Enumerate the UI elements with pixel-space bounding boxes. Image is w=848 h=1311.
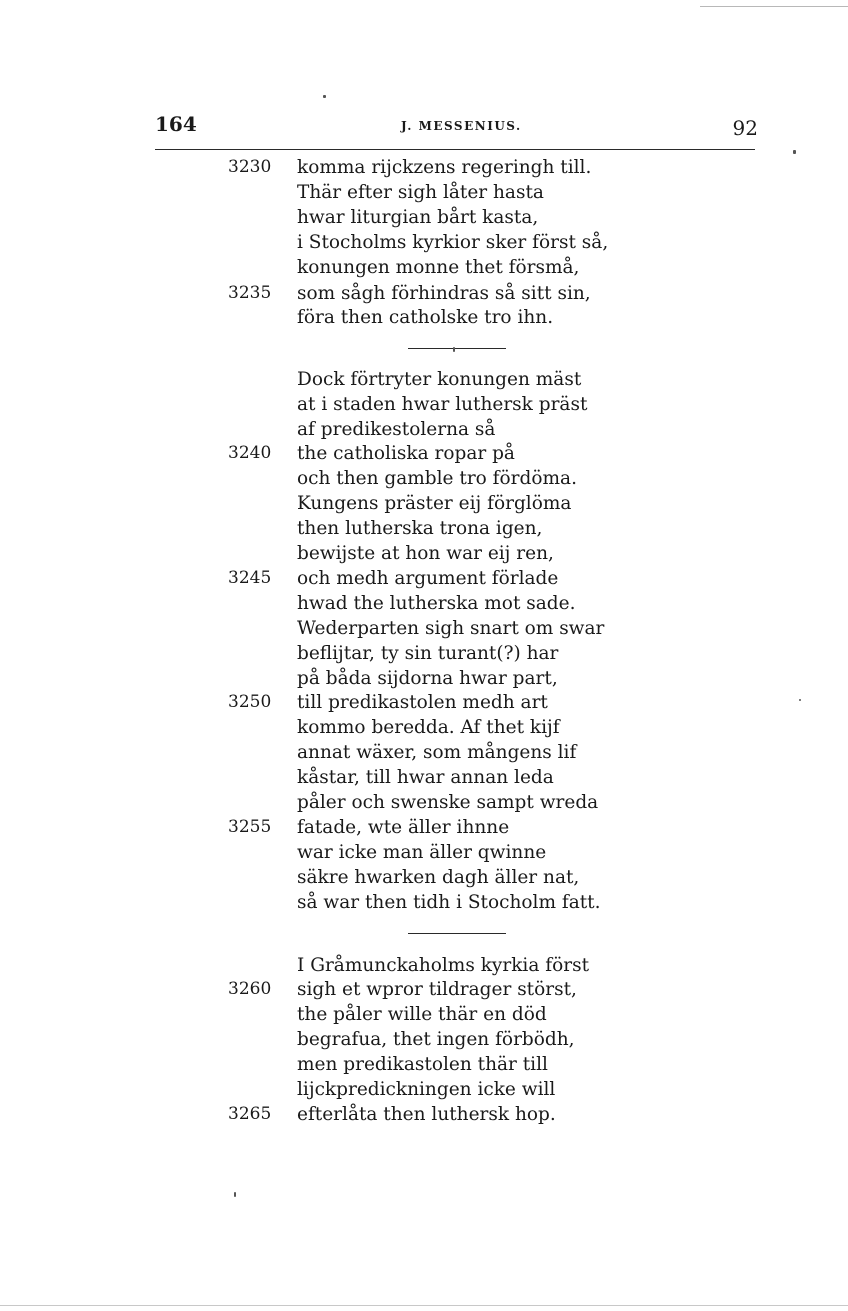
- verse-text: beflijtar, ty sin turant(?) har: [297, 643, 559, 664]
- section-divider: [408, 933, 506, 934]
- verse-line: [0, 666, 848, 691]
- verse-text: af predikestolerna så: [297, 419, 496, 440]
- verse-text: föra then catholske tro ihn.: [297, 307, 554, 328]
- line-number: 3255: [228, 817, 272, 837]
- verse-line: [0, 715, 848, 740]
- verse-text: påler och swenske sampt wreda: [297, 792, 599, 813]
- verse-text: annat wäxer, som mångens lif: [297, 742, 577, 763]
- verse-line: [0, 765, 848, 790]
- line-number: 3230: [228, 157, 272, 177]
- verse-text: Wederparten sigh snart om swar: [297, 618, 605, 639]
- verse-text: säkre hwarken dagh äller nat,: [297, 867, 580, 888]
- verse-line: [0, 417, 848, 442]
- verse-line: [0, 491, 848, 516]
- header-rule: [155, 149, 755, 150]
- line-number: 3250: [228, 692, 272, 712]
- verse-line: [0, 281, 848, 306]
- page-number: 164: [155, 112, 197, 136]
- verse-text: at i staden hwar luthersk präst: [297, 394, 588, 415]
- verse-text: som sågh förhindras så sitt sin,: [297, 283, 591, 304]
- verse-text: then lutherska trona igen,: [297, 518, 543, 539]
- verse-line: [0, 466, 848, 491]
- verse-line: [0, 591, 848, 616]
- verse-text: så war then tidh i Stocholm fatt.: [297, 892, 601, 913]
- verse-line: [0, 865, 848, 890]
- verse-text: the catholiska ropar på: [297, 443, 515, 464]
- verse-line: [0, 690, 848, 715]
- verse-line: [0, 977, 848, 1002]
- verse-text: Thär efter sigh låter hasta: [297, 182, 544, 203]
- scan-speck: [323, 95, 326, 98]
- verse-line: [0, 516, 848, 541]
- verse-line: [0, 616, 848, 641]
- verse-text: kåstar, till hwar annan leda: [297, 767, 554, 788]
- verse-text: Dock förtryter konungen mäst: [297, 369, 582, 390]
- verse-text: fatade, wte äller ihnne: [297, 817, 510, 838]
- line-number: 3245: [228, 568, 272, 588]
- scan-edge-bottom: [0, 1305, 848, 1306]
- verse-line: [0, 1102, 848, 1127]
- verse-text: the påler wille thär en död: [297, 1004, 547, 1025]
- line-number: 3260: [228, 979, 272, 999]
- line-number: 3265: [228, 1104, 272, 1124]
- verse-text: efterlåta then luthersk hop.: [297, 1104, 556, 1125]
- scan-speck: [799, 699, 801, 701]
- verse-line: [0, 815, 848, 840]
- verse-text: i Stocholms kyrkior sker först så,: [297, 232, 609, 253]
- scan-speck: [234, 1192, 236, 1197]
- verse-text: lijckpredickningen icke will: [297, 1079, 556, 1100]
- verse-line: [0, 255, 848, 280]
- verse-line: [0, 890, 848, 915]
- verse-line: [0, 230, 848, 255]
- verse-line: [0, 1077, 848, 1102]
- verse-text: war icke man äller qwinne: [297, 842, 547, 863]
- verse-text: I Gråmunckaholms kyrkia först: [297, 955, 589, 976]
- line-number: 3240: [228, 443, 272, 463]
- verse-text: hwar liturgian bårt kasta,: [297, 207, 539, 228]
- verse-text: och then gamble tro fördöma.: [297, 468, 577, 489]
- verse-text: och medh argument förlade: [297, 568, 559, 589]
- sheet-number: 92: [732, 116, 758, 140]
- verse-line: [0, 305, 848, 330]
- page-header: [155, 112, 760, 142]
- verse-text: kommo beredda. Af thet kijf: [297, 717, 560, 738]
- verse-line: [0, 541, 848, 566]
- verse-line: [0, 392, 848, 417]
- verse-line: [0, 367, 848, 392]
- verse-text: begrafua, thet ingen förbödh,: [297, 1029, 575, 1050]
- verse-line: [0, 566, 848, 591]
- section-divider: [408, 348, 506, 349]
- verse-text: komma rijckzens regeringh till.: [297, 157, 592, 178]
- verse-line: [0, 1052, 848, 1077]
- verse-text: men predikastolen thär till: [297, 1054, 548, 1075]
- verse-line: [0, 953, 848, 978]
- verse-text: Kungens präster eij förglöma: [297, 493, 572, 514]
- verse-line: [0, 205, 848, 230]
- line-number: 3235: [228, 283, 272, 303]
- verse-text: hwad the lutherska mot sade.: [297, 593, 576, 614]
- verse-line: [0, 155, 848, 180]
- verse-text: till predikastolen medh art: [297, 692, 548, 713]
- scan-edge-top: [700, 6, 848, 7]
- verse-text: sigh et wpror tildrager störst,: [297, 979, 577, 1000]
- running-head: J. MESSENIUS.: [401, 119, 522, 133]
- verse-line: [0, 840, 848, 865]
- verse-text: på båda sijdorna hwar part,: [297, 668, 558, 689]
- verse-line: [0, 441, 848, 466]
- verse-line: [0, 641, 848, 666]
- verse-line: [0, 740, 848, 765]
- verse-line: [0, 1002, 848, 1027]
- verse-line: [0, 1027, 848, 1052]
- verse-line: [0, 790, 848, 815]
- verse-text: konungen monne thet försmå,: [297, 257, 580, 278]
- verse-line: [0, 180, 848, 205]
- verse-text: bewijste at hon war eij ren,: [297, 543, 554, 564]
- scan-speck: [453, 347, 455, 352]
- scan-speck: [793, 150, 796, 154]
